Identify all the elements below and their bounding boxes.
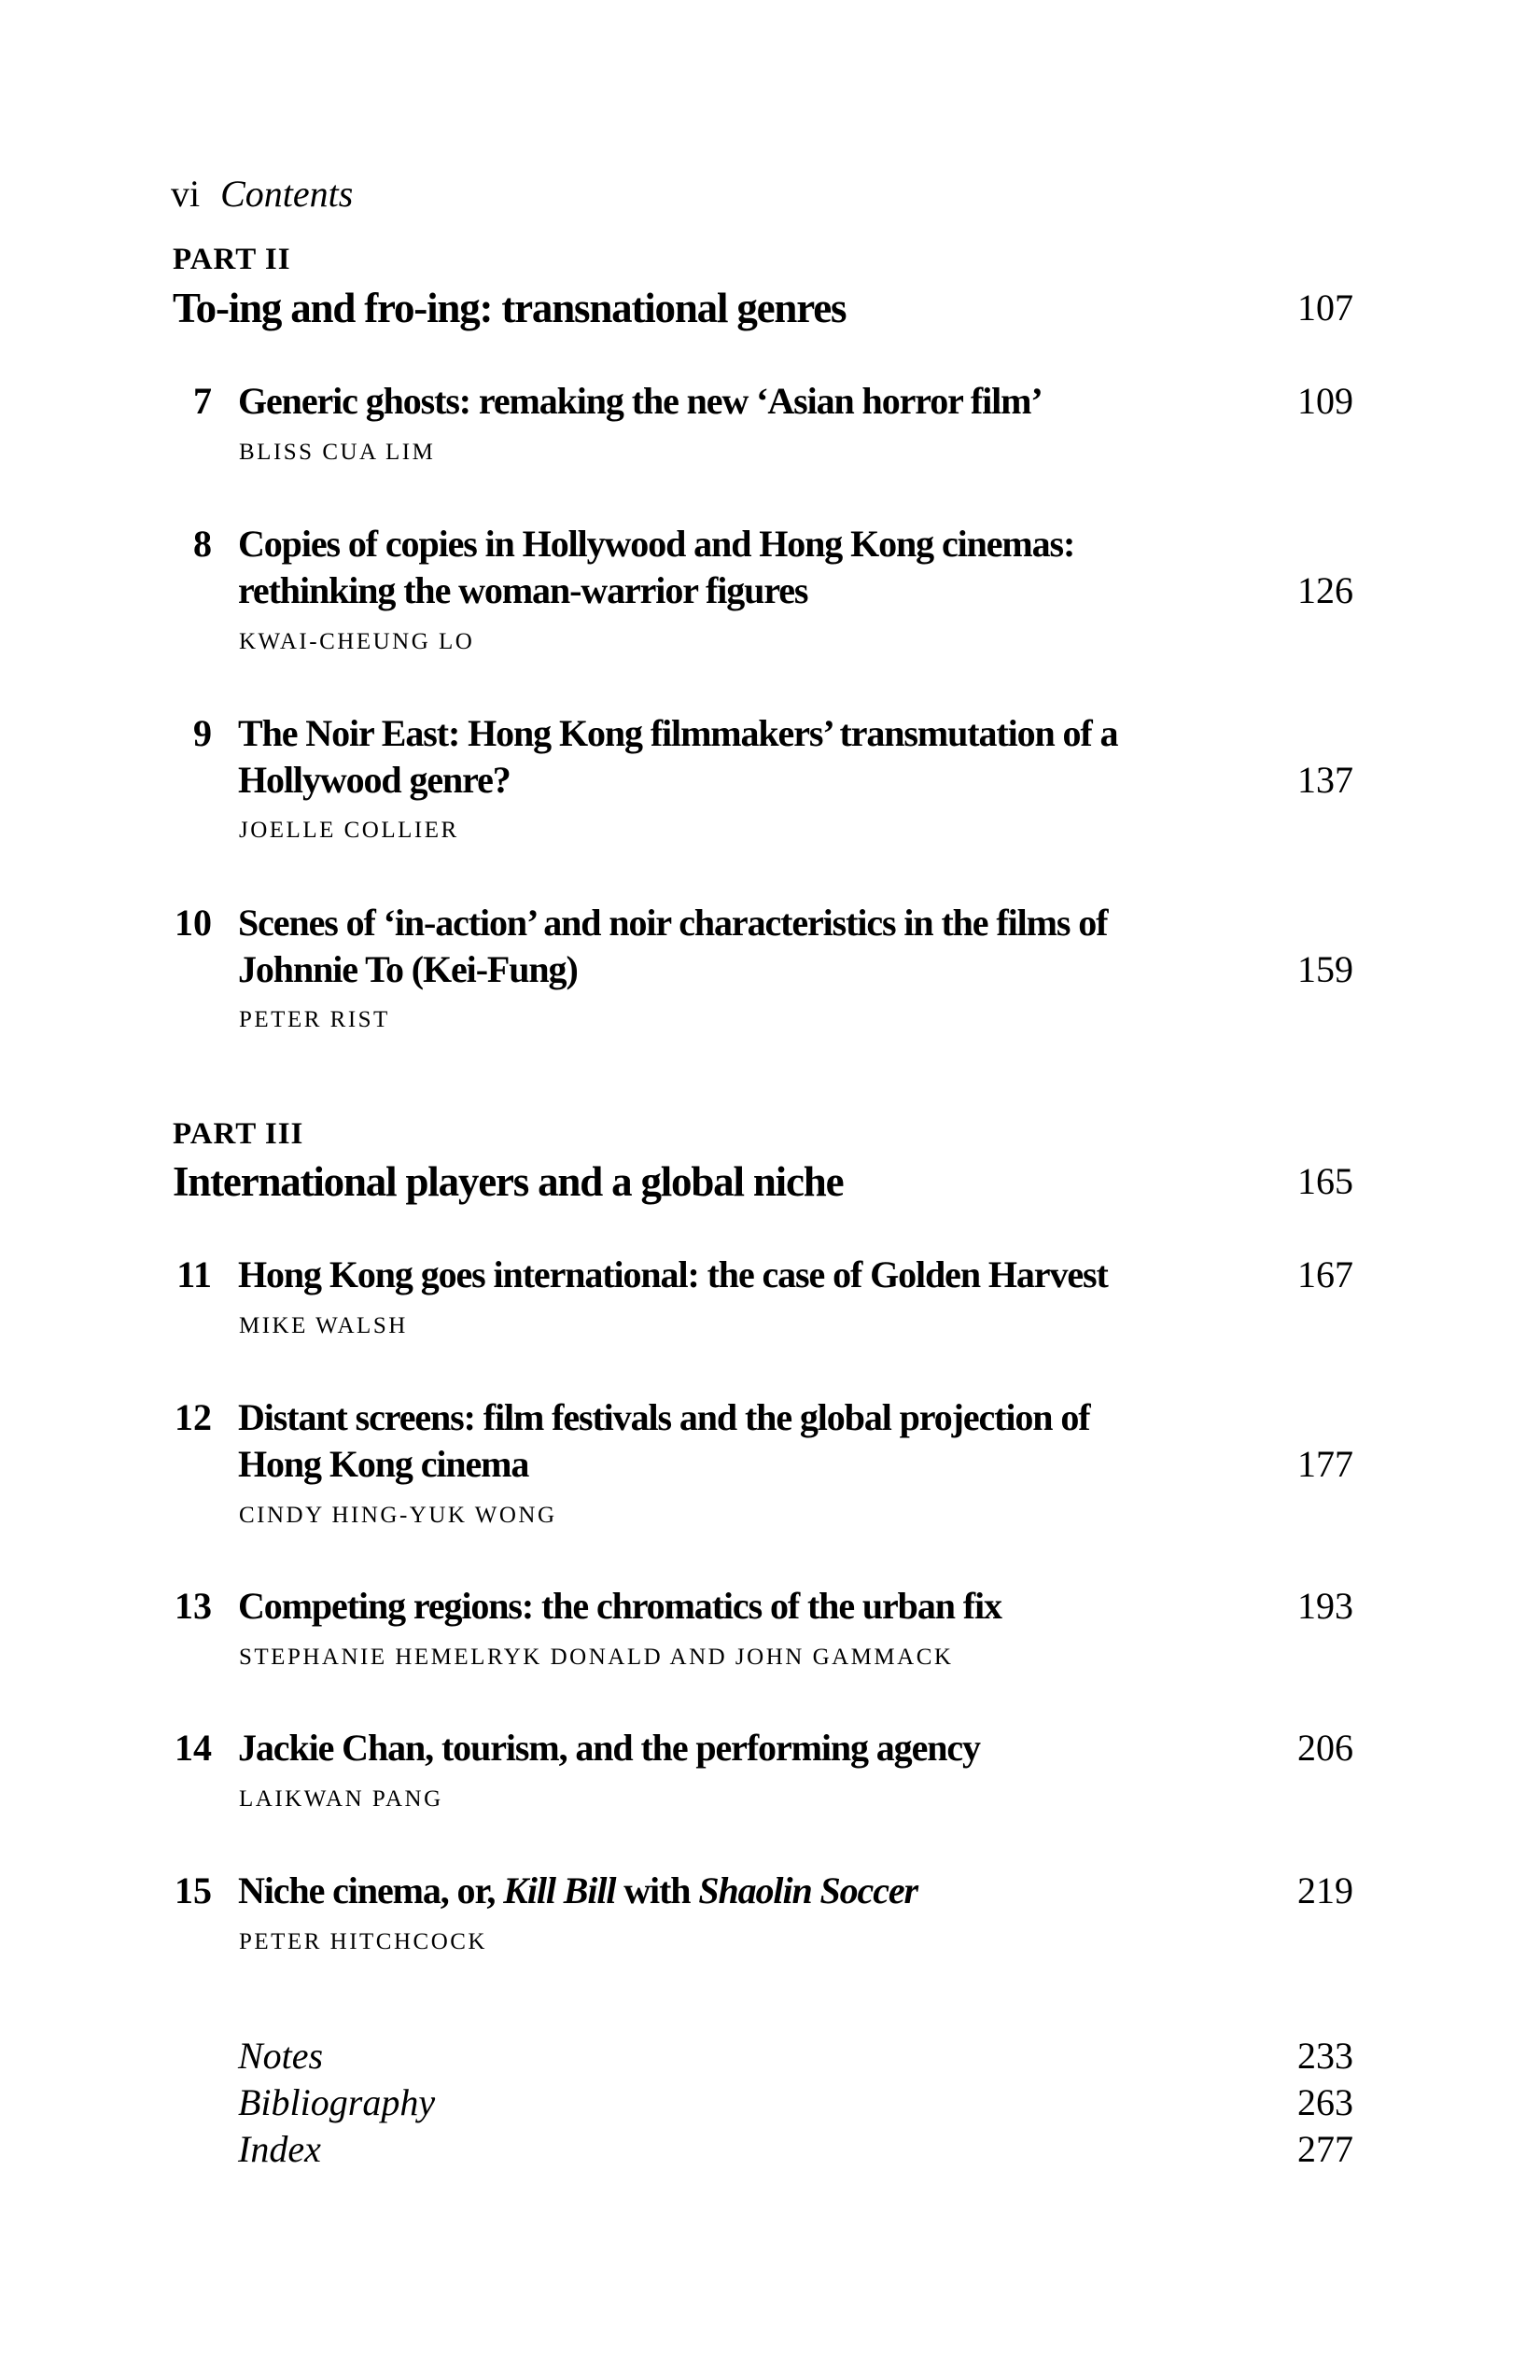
chapter-author: CINDY HING-YUK WONG xyxy=(239,1503,557,1528)
chapter-title-continued[interactable]: Johnnie To (Kei-Fung) xyxy=(238,948,578,990)
chapter-page-number: 109 xyxy=(1297,380,1353,422)
chapter-page-number: 193 xyxy=(1297,1585,1353,1627)
back-matter-page-number: 277 xyxy=(1297,2128,1353,2170)
back-matter-page-number: 263 xyxy=(1297,2081,1353,2123)
chapter-title[interactable]: Jackie Chan, tourism, and the performing agency xyxy=(238,1727,980,1769)
chapter-author: BLISS CUA LIM xyxy=(239,440,436,465)
chapter-page-number: 219 xyxy=(1297,1869,1353,1911)
chapter-title[interactable]: Scenes of ‘in-action’ and noir characteristics in the films of xyxy=(238,902,1108,944)
chapter-title[interactable] xyxy=(238,1867,917,1915)
chapter-number: 11 xyxy=(176,1253,212,1295)
chapter-page-number: 159 xyxy=(1297,948,1353,990)
chapter-title-continued[interactable]: rethinking the woman-warrior figures xyxy=(238,569,808,611)
chapter-number: 14 xyxy=(175,1727,212,1769)
chapter-title-part: Niche cinema, or, xyxy=(238,1869,504,1911)
chapter-page-number: 167 xyxy=(1297,1253,1353,1295)
chapter-title[interactable]: Competing regions: the chromatics of the urban fix xyxy=(238,1585,1001,1627)
chapter-title-part: with xyxy=(615,1869,699,1911)
chapter-author: LAIKWAN PANG xyxy=(239,1786,443,1812)
chapter-page-number: 206 xyxy=(1297,1727,1353,1769)
part-page-number: 165 xyxy=(1297,1160,1353,1202)
chapter-title-continued[interactable]: Hollywood genre? xyxy=(238,759,511,801)
chapter-title[interactable]: Distant screens: film festivals and the global projection of xyxy=(238,1396,1090,1438)
part-page-number: 107 xyxy=(1297,287,1353,329)
chapter-page-number: 177 xyxy=(1297,1443,1353,1485)
chapter-title[interactable]: Generic ghosts: remaking the new ‘Asian horror film’ xyxy=(238,380,1043,422)
chapter-number: 7 xyxy=(193,380,212,422)
chapter-page-number: 126 xyxy=(1297,569,1353,611)
part-title[interactable]: International players and a global niche xyxy=(173,1158,844,1205)
part-label: PART II xyxy=(173,243,291,276)
chapter-author: KWAI-CHEUNG LO xyxy=(239,629,475,654)
chapter-number: 10 xyxy=(175,902,212,944)
chapter-number: 9 xyxy=(193,712,212,754)
chapter-number: 15 xyxy=(175,1869,212,1911)
back-matter-bibliography[interactable]: Bibliography xyxy=(238,2081,436,2123)
part-title[interactable]: To-ing and fro-ing: transnational genres xyxy=(173,285,847,331)
chapter-author: MIKE WALSH xyxy=(239,1313,408,1338)
running-head xyxy=(171,166,353,222)
part-label: PART III xyxy=(173,1117,304,1151)
chapter-author: PETER HITCHCOCK xyxy=(239,1929,487,1954)
chapter-number: 13 xyxy=(175,1585,212,1627)
chapter-author: PETER RIST xyxy=(239,1007,390,1032)
chapter-title[interactable]: The Noir East: Hong Kong filmmakers’ transmutation of a xyxy=(238,712,1118,754)
chapter-number: 8 xyxy=(193,523,212,565)
chapter-title[interactable]: Copies of copies in Hollywood and Hong Kong cinemas: xyxy=(238,523,1075,565)
back-matter-notes[interactable]: Notes xyxy=(238,2035,324,2077)
back-matter-index[interactable]: Index xyxy=(238,2128,321,2170)
back-matter-page-number: 233 xyxy=(1297,2035,1353,2077)
chapter-author: STEPHANIE HEMELRYK DONALD AND JOHN GAMMACK xyxy=(239,1645,954,1670)
film-title: Kill Bill xyxy=(503,1869,616,1911)
chapter-page-number: 137 xyxy=(1297,759,1353,801)
running-head-title: Contents xyxy=(220,173,354,215)
chapter-title-continued[interactable]: Hong Kong cinema xyxy=(238,1443,529,1485)
page-number: vi xyxy=(171,173,201,215)
chapter-number: 12 xyxy=(175,1396,212,1438)
chapter-title[interactable]: Hong Kong goes international: the case of Golden Harvest xyxy=(238,1253,1108,1295)
chapter-author: JOELLE COLLIER xyxy=(239,818,459,843)
film-title: Shaolin Soccer xyxy=(698,1869,917,1911)
